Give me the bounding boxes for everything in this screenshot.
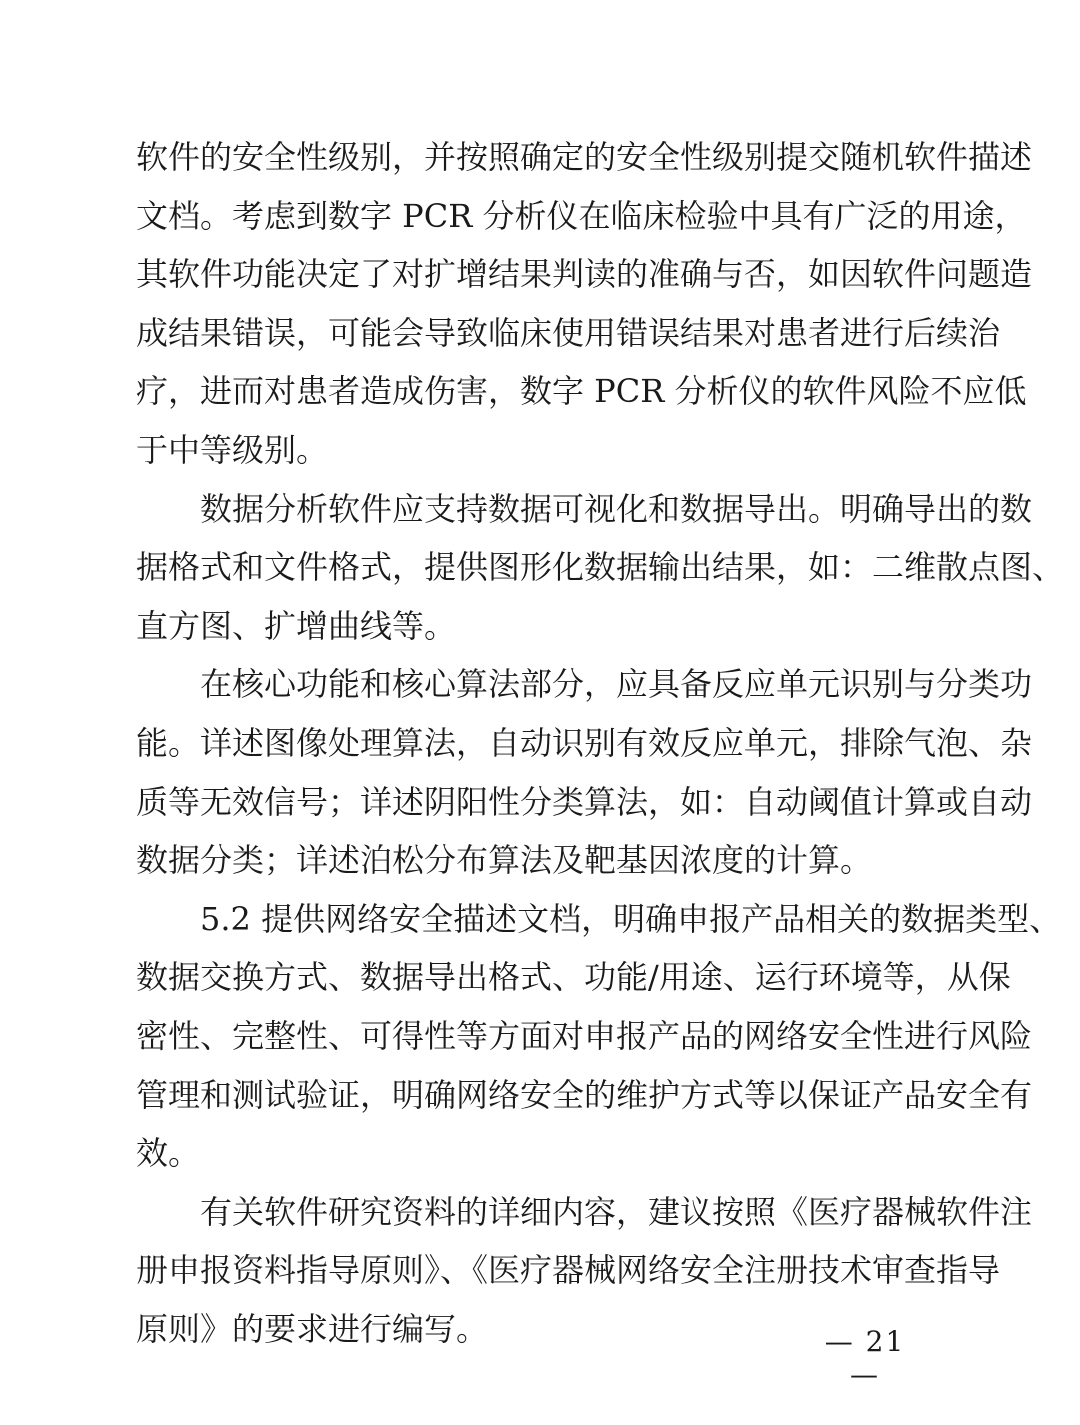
text-line: 据格式和文件格式，提供图形化数据输出结果，如：二维散点图、 bbox=[136, 548, 1065, 587]
text-line: 能。详述图像处理算法，自动识别有效反应单元，排除气泡、杂 bbox=[136, 723, 1033, 762]
text-line: 管理和测试验证，明确网络安全的维护方式等以保证产品安全有 bbox=[136, 1075, 1033, 1114]
paragraph-core-algorithms bbox=[136, 655, 1033, 889]
text-line: 疗，进而对患者造成伤害，数字 PCR 分析仪的软件风险不应低 bbox=[136, 372, 1027, 411]
text-line: 文档。考虑到数字 PCR 分析仪在临床检验中具有广泛的用途， bbox=[136, 196, 1027, 235]
text-line: 于中等级别。 bbox=[136, 430, 329, 469]
text-line: 数据交换方式、数据导出格式、功能/用途、运行环境等，从保 bbox=[136, 958, 1011, 997]
text-line: 数据分类；详述泊松分布算法及靶基因浓度的计算。 bbox=[136, 841, 873, 880]
paragraph-software-safety bbox=[136, 128, 1033, 480]
text-line: 质等无效信号；详述阴阳性分类算法，如：自动阈值计算或自动 bbox=[136, 782, 1033, 821]
text-line: 数据分析软件应支持数据可视化和数据导出。明确导出的数 bbox=[200, 489, 1033, 528]
page-number: — 21 — bbox=[824, 1325, 906, 1391]
text-line: 密性、完整性、可得性等方面对申报产品的网络安全性进行风险 bbox=[136, 1016, 1033, 1055]
text-line: 其软件功能决定了对扩增结果判读的准确与否，如因软件问题造 bbox=[136, 255, 1033, 294]
text-line: 册申报资料指导原则》、《医疗器械网络安全注册技术审查指导 bbox=[136, 1251, 1001, 1290]
text-line: 软件的安全性级别，并按照确定的安全性级别提交随机软件描述 bbox=[136, 138, 1033, 176]
paragraph-data-analysis bbox=[136, 480, 1065, 656]
text-line: 5.2 提供网络安全描述文档，明确申报产品相关的数据类型、 bbox=[200, 899, 1062, 938]
document-body bbox=[136, 128, 1065, 1358]
text-line: 有关软件研究资料的详细内容，建议按照《医疗器械软件注 bbox=[200, 1192, 1033, 1231]
text-line: 成结果错误，可能会导致临床使用错误结果对患者进行后续治 bbox=[136, 313, 1001, 352]
text-line: 原则》的要求进行编写。 bbox=[136, 1309, 489, 1348]
text-line: 在核心功能和核心算法部分，应具备反应单元识别与分类功 bbox=[200, 665, 1033, 704]
paragraph-cybersecurity bbox=[136, 890, 1062, 1183]
text-line: 效。 bbox=[136, 1134, 201, 1173]
text-line: 直方图、扩增曲线等。 bbox=[136, 606, 457, 645]
